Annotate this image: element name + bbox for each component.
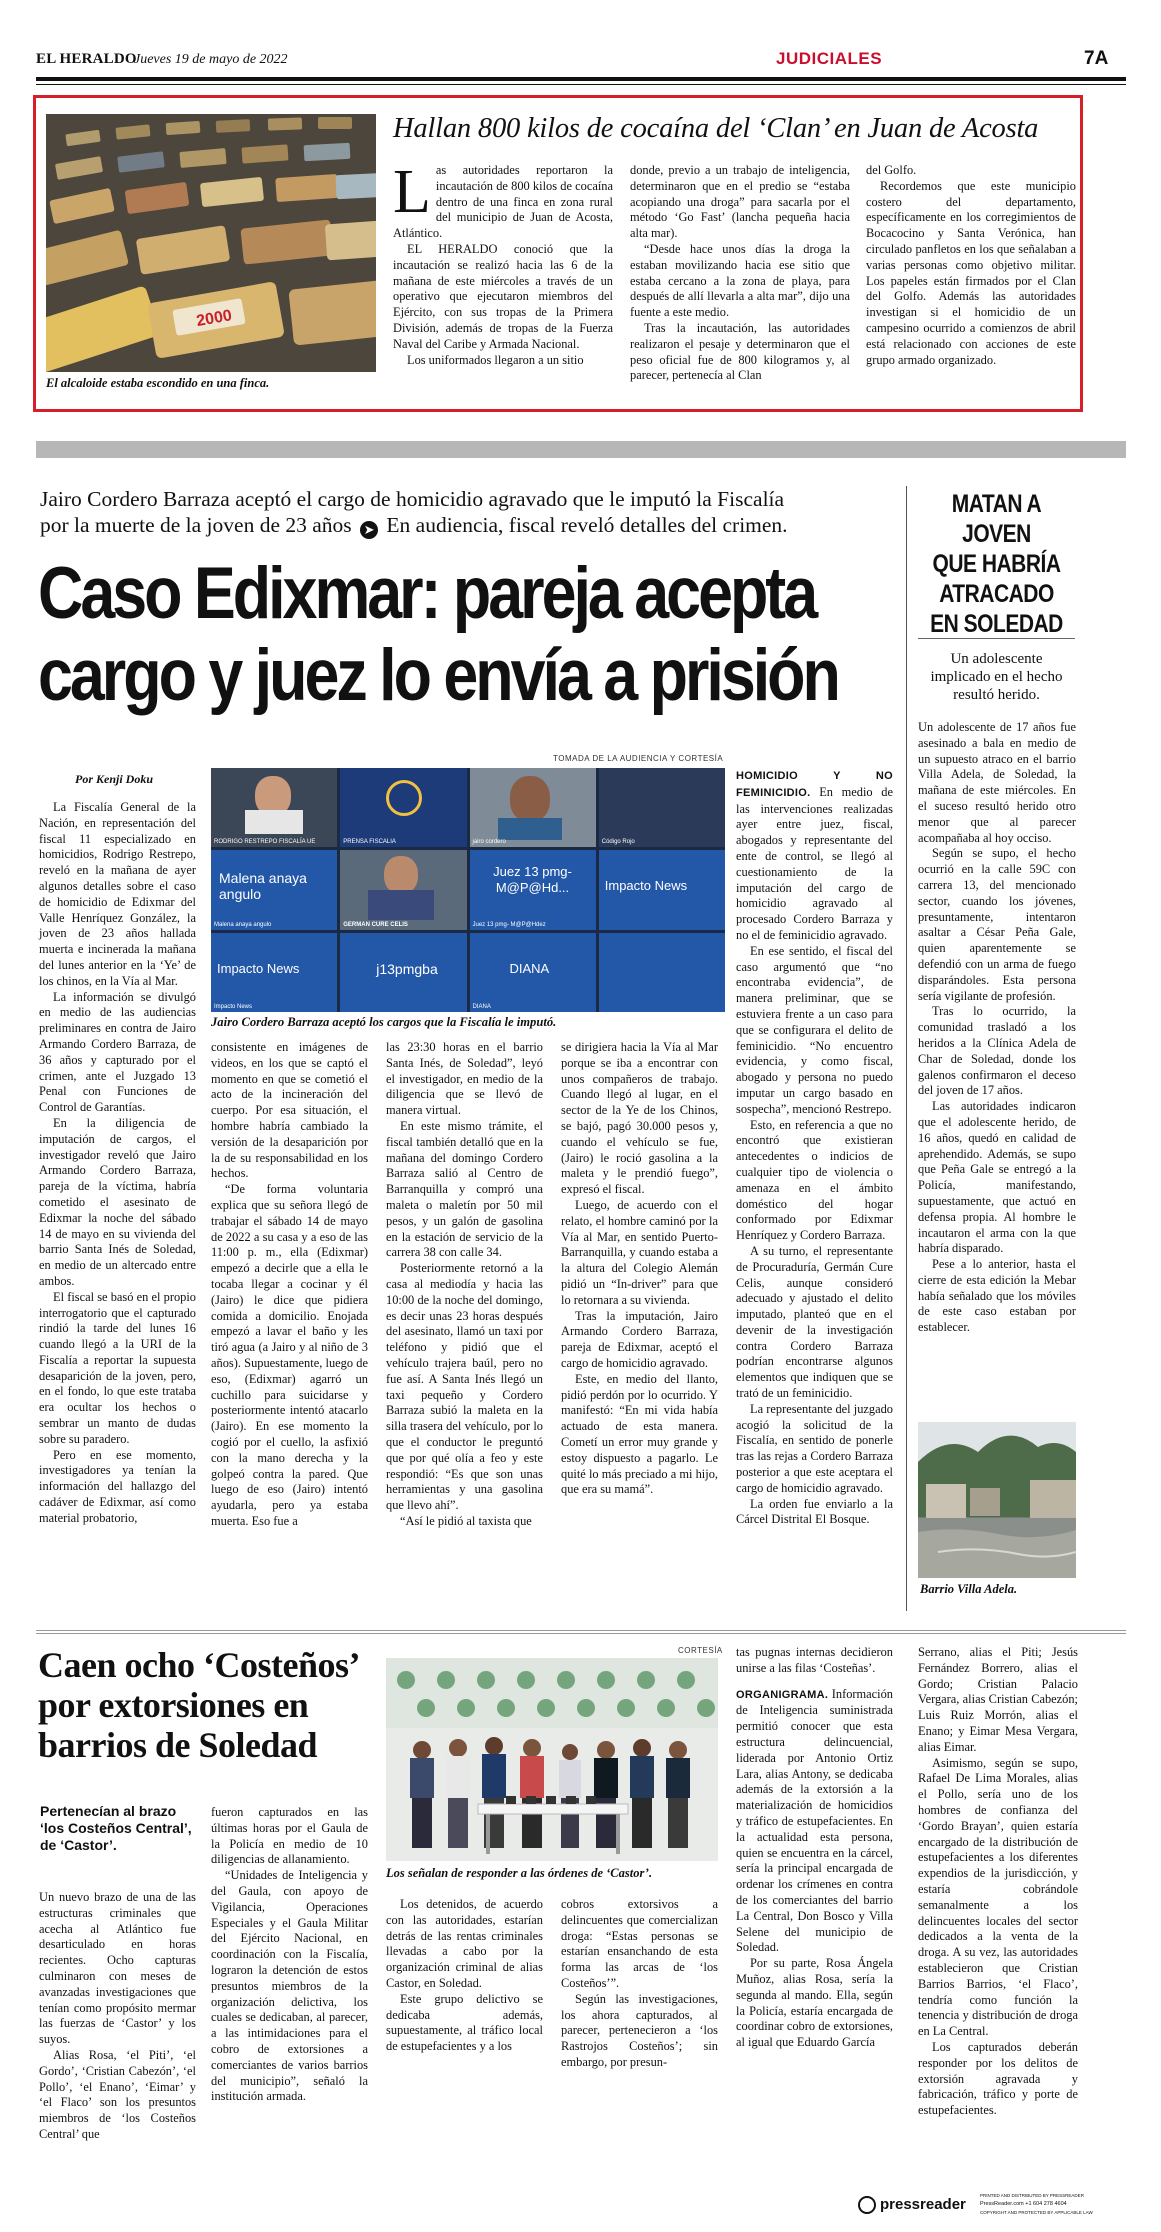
story3-col6	[918, 1645, 1078, 2119]
video-tile	[340, 850, 466, 929]
story2-c3-p3: Posteriormente retornó a la casa al mediodía y hacia las 10:00 de la noche del domingo, es decir unas 23 horas después del asesinato, llamó un taxi por teléfono y pidió que el vehículo trajera baúl, pero no fue así. A Santa Inés llegó un taxi pequeño y Cordero Barraza subió la maleta en la silla trasera del vehículo, por lo que el conductor le preguntó que por qué olía a feo y este respondió: “Es que son unas herramientas y una gasolina que llevo ahí”.	[386, 1261, 543, 1513]
story3-col2	[211, 1805, 368, 2105]
sidebar-p3: Tras lo ocurrido, la comunidad trasladó a los heridos a la Clínica Adela de Char de Soledad, donde los galenos confirmaron el deceso del joven de 17 años.	[918, 1004, 1076, 1098]
story1-col1	[393, 158, 613, 368]
cocaine-photo	[46, 114, 376, 372]
sidebar-p1: Un adolescente de 17 años fue asesinado a bala en medio de un supuesto atraco en el barrio Villa Adela, de Soledad, la mañana de este miércoles. En el suceso resultó herido otro menor que al parecer acompañaba al hoy occiso.	[918, 720, 1076, 845]
tile-label: Impacto News	[604, 878, 688, 894]
video-tile	[599, 933, 725, 1012]
cocaine-bricks-illustration	[46, 114, 376, 372]
story2-c3-p4: “Así le pidió al taxista que	[400, 1513, 532, 1528]
story3-col3	[386, 1897, 543, 2055]
video-tile	[470, 768, 596, 847]
tile-label: Juez 13 pmg- M@P@Hd...	[493, 864, 572, 896]
story1-c2-p3: Tras la incautación, las autoridades realizaron el pesaje y determinaron que el peso oficial fue de 800 kilogramos y, al parecer, pertenecía al Clan	[630, 320, 850, 383]
captured-suspects-photo	[386, 1658, 718, 1861]
story1-dropcap: L	[393, 158, 431, 226]
sidebar-caption: Barrio Villa Adela.	[920, 1582, 1018, 1596]
tile-sub: PRENSA FISCALIA	[343, 839, 396, 846]
sidebar-p2: Según se supo, el hecho ocurrió en la calle 59C con carrera 13, del mencionado sector, cuando los jóvenes, presuntamente, intentaron asaltar a César Peña Gale, quien aparentemente se defendió con un arma de fuego disparándoles. Esta persona sería vigilante de profesión.	[918, 846, 1076, 1003]
story3-c4-p2: Según las investigaciones, los ahora capturados, al parecer, pertenecieron a ‘los Rastrojos Costeños’; sin embargo, por presun-	[561, 1991, 718, 2069]
tile-sub: Malena anaya angulo	[214, 921, 272, 928]
story2-c2-p2: “De forma voluntaria explica que su señora llegó de trabajar el sábado 14 de mayo de 2022 a su casa y a eso de las 11:00 p. m., ella (Edixmar) empezó a decirle que a ella le tocaba llegar a cocinar y él (Jairo) le dice que pidiera comida a domicilio. Enojada empezó a lavar el baño y les tiró agua (a Jairo y al niño de 3 años). Supuestamente, luego de eso, (Edixmar) agarró un cuchillo para suicidarse y posteriormente intentó atacarlo (Jairo). En ese momento la cogió por el cuello, la asfixió con la mano derecha y la golpeó contra la pared. Que luego de eso (Jairo) intentó ayudarla, pero ya estaba muerta. Eso fue a	[211, 1182, 368, 1528]
story3-c6-p2: Asimismo, según se supo, Rafael De Lima Morales, alias el Pollo, sería uno de los hombres de confianza del ‘Gordo Brayan’, quien estaría encargado de la distribución de estupefacientes a los diferentes expendios de la jurisdicción, y estaría cobrándole semanalmente a los delincuentes locales del sector dedicados a la venta de la droga. A su vez, las autoridades establecieron que Cristian Barrios Barrios, ‘el Flaco’, tendría como función la tenencia y distribución de droga en La Central.	[918, 1755, 1078, 2039]
lower-section-rule2	[36, 1633, 1126, 1634]
video-tile	[340, 768, 466, 847]
story2-c2-p1: consistente en imágenes de videos, en los que se captó el momento en que se cometió el acto de la incineración del cuerpo. Por esa situación, el hombre habría cambiado la versión de la desaparición por la de su responsabilidad en los hechos.	[211, 1040, 368, 1181]
villa-adela-photo	[918, 1422, 1076, 1578]
tile-sub: jairo cordero	[472, 839, 506, 846]
story3-headline-line1: Caen ocho ‘Costeños’	[38, 1645, 360, 1685]
story1-col3	[866, 163, 1076, 368]
story2-c4-p3: Tras la imputación, Jairo Armando Cordero Barraza, pareja de Edixmar, aceptó el cargo de homicidio agravado.	[561, 1308, 718, 1370]
story2-c5-p3: Esto, en referencia a que no encontró que existieran antecedentes o indicios de cualquier tipo de violencia o amenaza en el ámbito doméstico del hogar conformado por Edixmar Henríquez y Cordero Barraza.	[736, 1117, 893, 1243]
story3-c4-p1: cobros extorsivos a delincuentes que comercializan droga: “Estas personas se estarían ensanchando de esta forma las arcas de ‘los Costeños’”.	[561, 1897, 718, 1990]
sidebar-p4: Las autoridades indicaron que el adolescente herido, de 16 años, quedó en calidad de aprehendido. Además, se supo que Peña Gale se entregó a la Policía, manifestando, supuestamente, que actuó en defensa propia. Al hombre le incautaron el arma con la que habría disparado.	[918, 1099, 1076, 1256]
story2-kicker: HOMICIDIO Y NO FEMINICIDIO.	[736, 770, 893, 799]
story3-c6-p1: Serrano, alias el Piti; Jesús Fernández Borrero, alias el Gordo; Cristian Palacio Vergara, alias Cristian Cabezón; Luis Ruiz Morrón, alias el Enano; y Eimar Mesa Vergara, alias Eimar.	[918, 1645, 1078, 1754]
story3-kicker: ORGANIGRAMA.	[736, 1688, 829, 1701]
story2-c5-p5: La representante del juzgado acogió la solicitud de la Fiscalía, en sentido de ponerle tras las rejas a Cordero Barraza posterior a que este aceptara el cargo de homicidio agravado.	[736, 1401, 893, 1495]
story2-col1	[39, 800, 196, 1527]
story3-c1-p1: Un nuevo brazo de una de las estructuras criminales que acecha al Atlántico fue desarticulado en horas recientes. Ocho capturas culminaron con meses de avanzadas investigaciones que tenían como propósito mermar las fuerzas de ‘Castor’ y los suyos.	[39, 1890, 196, 2047]
story2-deck-line1: Jairo Cordero Barraza aceptó el cargo de homicidio agravado que le imputó la Fiscalía	[40, 487, 785, 511]
sidebar-headline	[914, 489, 1079, 639]
sidebar-headline-line3: ATRACADO	[939, 580, 1054, 608]
story1-c3-p1: del Golfo.	[866, 163, 917, 177]
story3-headline-line3: barrios de Soledad	[38, 1725, 318, 1765]
story1-col2	[630, 163, 850, 384]
story2-c1-p4: El fiscal se basó en el propio interrogatorio que el capturado rindió la tarde del lunes 16 cuando llegó a la URI de la Fiscalía a reportar la supuesta desaparición de la joven, pero, en el fondo, lo que este trataba era ocultar los hechos o sembrar un manto de dudas sobre su paradero.	[39, 1289, 196, 1446]
story3-c6-p3: Los capturados deberán responder por los delitos de extorsión agravada y fabricación, tráfico y porte de estupefacientes.	[918, 2039, 1078, 2118]
arrow-right-icon: ➤	[360, 521, 378, 539]
svg-text:2000: 2000	[195, 307, 234, 331]
story2-photo-credit: TOMADA DE LA AUDIENCIA Y CORTESÍA	[553, 754, 724, 763]
video-tile	[599, 768, 725, 847]
story2-c5-p6: La orden fue enviarlo a la Cárcel Distrital El Bosque.	[736, 1496, 893, 1527]
story1-c1-p3: Los uniformados llegaron a un sitio	[407, 352, 584, 367]
street-flood-illustration	[918, 1422, 1076, 1578]
story1-c1-p2: EL HERALDO conoció que la incautación se realizó hacia las 6 de la mañana de este miércoles a través de un operativo que ejecutaron miembros del Ejército, con sus tropas de la Primera División, además de tropas de la Fuerza Naval del Caribe y Armada Nacional.	[393, 241, 613, 351]
story2-deck-line2: por la muerte de la joven de 23 años	[40, 513, 352, 537]
page-number: 7A	[1084, 48, 1109, 69]
audience-screenshot	[211, 768, 725, 1012]
video-tile	[599, 850, 725, 929]
story3-c2-p1: fueron capturados en las últimas horas por el Gaula de la Policía en medio de 10 diligencias de allanamiento.	[211, 1805, 368, 1867]
story2-c3-p1: las 23:30 horas en el barrio Santa Inés, de Soledad”, leyó el investigador, en medio de la diligencia que se llevó de manera virtual.	[386, 1040, 543, 1118]
sidebar-rule	[918, 638, 1075, 639]
story1-c2-p2: “Desde hace unos días la droga la estaban movilizando hacia ese sitio que estaba cercano a la zona de playa, para después de allí llevarla a alta mar”, dijo una fuente a este medio.	[630, 241, 850, 320]
story3-col5	[736, 1645, 893, 2051]
suspects-lineup-illustration	[386, 1658, 718, 1861]
story2-c1-p3: En la diligencia de imputación de cargos, el investigador reveló que Jairo Armando Cordero Barraza, pareja de la víctima, habría cometido el asesinato de Edixmar la noche del sábado 14 de mayo en su vivienda del barrio Santa Inés de Soledad, en medio de un altercado entre ambos.	[39, 1115, 196, 1288]
video-tile	[470, 850, 596, 929]
video-tile	[211, 768, 337, 847]
video-tile	[340, 933, 466, 1012]
tile-sub: RODRIGO RESTREPO FISCALÍA UE	[214, 839, 316, 846]
tile-sub: Código Rojo	[601, 839, 635, 846]
sidebar-headline-line2: QUE HABRÍA	[932, 550, 1061, 578]
story3-col4	[561, 1897, 718, 2071]
story2-c1-p2: La información se divulgó en medio de las audiencias preliminares en contra de Jairo Armando Cordero Barraza, de 36 años y capturado por el crimen, ante el Juzgado 13 Penal con Funciones de Control de Garantías.	[39, 989, 196, 1115]
story3-headline	[38, 1645, 378, 1765]
video-tile	[211, 933, 337, 1012]
story2-c4-p2: Luego, de acuerdo con el relato, el hombre caminó por la Vía al Mar, en sentido Puerto-Barranquilla, y cuando estaba a la altura del Colegio Alemán pidió un “In-driver” para que lo retornara a su vivienda.	[561, 1197, 718, 1307]
tile-label: Malena anaya angulo	[219, 870, 307, 903]
section-name: JUDICIALES	[776, 49, 883, 68]
story3-photo-credit: CORTESÍA	[678, 1646, 723, 1655]
story2-c1-p1: La Fiscalía General de la Nación, en representación del fiscal 11 especializado en homicidios, Rodrigo Restrepo, reveló en la mañana de ayer algunos detalles sobre el caso de homicidio de Edixmar del Valle Henríquez González, la joven de 23 años hallada muerta e incinerada la mañana del lunes anterior en la ‘Ye’ de los chinos, en la Vía al Mar.	[39, 800, 196, 988]
story1-c2-p1: donde, previo a un trabajo de inteligencia, determinaron que en el predio se “estaba acopiando una droga” para sacarla por el método ‘Go Fast’ (lancha pequeña hacia alta mar).	[630, 163, 850, 241]
pressreader-logo-icon	[858, 2196, 876, 2214]
story1-caption: El alcaloide estaba escondido en una finca.	[46, 376, 270, 390]
pressreader-footer	[858, 2193, 1093, 2219]
tile-label: DIANA	[509, 960, 550, 976]
story3-caption: Los señalan de responder a las órdenes de ‘Castor’.	[386, 1866, 653, 1880]
story2-headline-line1: Caso Edixmar: pareja acepta	[38, 553, 816, 634]
story2-deck	[40, 486, 900, 539]
story3-subhead: Pertenecían al brazo ‘los Costeños Central’, de ‘Castor’.	[40, 1803, 192, 1853]
story3-col1	[39, 1890, 196, 2143]
edition-date: Jueves 19 de mayo de 2022	[134, 52, 288, 67]
story1-title: Hallan 800 kilos de cocaína del ‘Clan’ en Juan de Acosta	[393, 113, 1039, 144]
story1-c3-p2: Recordemos que este municipio costero del departamento, específicamente en los corregimientos de Bocacocino y Santa Verónica, han circulado panfletos en los que señalaban a varias personas como objetivo militar. Los papeles están firmados por el Clan del Golfo. Además las autoridades investigan si el homicidio de un campesino ocurrido a comienzos de abril está relacionado con acciones de este grupo armado organizado.	[866, 178, 1076, 367]
footer-small3: COPYRIGHT AND PROTECTED BY APPLICABLE LAW	[980, 2210, 1093, 2215]
masthead-rule-thick	[36, 77, 1126, 81]
story1-c1-p1: as autoridades reportaron la incautación de 800 kilos de cocaína dentro de una finca en zona rural del municipio de Juan de Acosta, Atlántico.	[393, 163, 613, 241]
video-tile	[470, 933, 596, 1012]
story2-caption: Jairo Cordero Barraza aceptó los cargos que la Fiscalía le imputó.	[211, 1015, 557, 1029]
sidebar-body	[918, 720, 1076, 1336]
story3-headline-line2: por extorsiones en	[38, 1685, 309, 1725]
story2-col4	[561, 1040, 718, 1498]
tile-sub: GERMAN CURE CELIS	[343, 921, 408, 928]
story2-col3	[386, 1040, 543, 1530]
story2-col2	[211, 1040, 368, 1530]
story2-c4-p4: Este, en medio del llanto, pidió perdón por lo ocurrido. Y manifestó: “En mi vida había actuado de esta manera. Cometí un error muy grande y estoy dispuesto a pagarlo. Le quité lo más preciado a mi hijo, que era su mamá”.	[561, 1371, 718, 1497]
story2-c5-p4: A su turno, el representante de Procuraduría, Germán Cure Celis, aunque consideró adecuado y ajustado el delito imputado, planteó que en el devenir de la investigación contra Cordero Barraza podrían encontrarse algunos elementos que indiquen que se trató de un feminicidio.	[736, 1243, 893, 1401]
footer-small1: PRINTED AND DISTRIBUTED BY PRESSREADER	[980, 2193, 1084, 2198]
story3-c1-p2: Alias Rosa, ‘el Piti’, ‘el Gordo’, ‘Cristian Cabezón’, ‘el Pollo’, ‘el Enano’, ‘Eimar’ y ‘el Flaco’ son los presuntos miembros de ‘los Costeños Central’ que	[39, 2047, 196, 2141]
story3-c2-p2: “Unidades de Inteligencia y del Gaula, con apoyo de Vigilancia, Operaciones Especiales y el Gaula Militar del Ejército Nacional, en coordinación con la Fiscalía, lograron la detención de estos presuntos miembros de la organización delictiva, los cuales se dedicaban, al parecer, a las intimidaciones para el cobro de extorsiones a comerciantes de varios barrios del municipio”, señaló la institución armada.	[211, 1868, 368, 2104]
story3-c5-p2: Por su parte, Rosa Ángela Muñoz, alias Rosa, sería la segunda al mando. Ella, según la Policía, estaría encargada de coordinar cobro de extorsiones, al igual que Eduardo García	[736, 1956, 893, 2050]
story2-deck-line3: En audiencia, fiscal reveló detalles del crimen.	[386, 513, 788, 537]
story2-col5	[736, 768, 893, 1528]
story3-c5-top: tas pugnas internas decidieron unirse a las filas ‘Costeñas’.	[736, 1645, 893, 1675]
lower-section-rule	[36, 1630, 1126, 1631]
paper-name: EL HERALDO	[36, 51, 137, 67]
tile-sub: Juez 13 pmg- M@P@Hdez	[472, 921, 546, 928]
tile-sub: DIANA	[472, 1004, 491, 1010]
story2-headline-line2: cargo y juez lo envía a prisión	[38, 635, 838, 716]
story2-c1-p5: Pero en ese momento, investigadores ya tenían la información del hallazgo del cadáver de Edixmar, así como material probatorio,	[39, 1447, 196, 1525]
section-divider-band	[36, 441, 1126, 458]
tile-label: Impacto News	[217, 960, 300, 976]
masthead	[36, 47, 1126, 77]
sidebar-headline-line4: EN SOLEDAD	[930, 610, 1063, 638]
story2-c5-p1: En medio de las intervenciones realizadas ayer entre juez, fiscal, abogados y representante del ente de control, se llegó al cuestionamiento de la imputación del cargo de homicidio agravado al procesado Cordero Barraza y no el de feminicidio agravado.	[736, 784, 893, 942]
sidebar-separator	[906, 486, 907, 1611]
tile-label: j13pmgba	[376, 960, 438, 977]
tile-sub: Impacto News	[214, 1004, 253, 1010]
sidebar-headline-line1: MATAN A JOVEN	[951, 490, 1042, 548]
story2-headline	[38, 553, 908, 717]
pressreader-brand: pressreader	[880, 2196, 966, 2213]
story3-c3-p2: Este grupo delictivo se dedicaba además, supuestamente, al tráfico local de estupefacientes y a los	[386, 1991, 543, 2054]
story3-c3-p1: Los detenidos, de acuerdo con las autoridades, estarían detrás de las rentas criminales llevadas a cabo por la organización criminal de alias Castor, en Soledad.	[386, 1897, 543, 1990]
story2-c4-p1: se dirigiera hacia la Vía al Mar porque se iba a encontrar con unos compañeros de trabajo. Cuando llegó al lugar, en el sector de la Ye de los Chinos, se bajó, pagó 30.000 pesos y, cuando el vehículo se fue, (Jairo) le roció gasolina a la maleta y le prendió fuego”, expresó el fiscal.	[561, 1040, 718, 1197]
sidebar-deck: Un adolescente implicado en el hecho resultó herido.	[930, 651, 1063, 703]
story3-c5-p1: Información de Inteligencia suministrada permitió conocer que esta estructura delincuencial, liderada por Antonio Ortiz Lara, alias Antony, se dedicaba además de la extorsión a la materialización de homicidios y tráfico de estupefacientes. En la actualidad esta persona, quien se encuentra en la cárcel, sería la principal encargada de ordenar los crímenes en contra de los comerciantes del barrio La Central, Don Bosco y Villa Selene del municipio de Soledad.	[736, 1686, 893, 1955]
sidebar-p5: Pese a lo anterior, hasta el cierre de esta edición la Mebar había señalado que los móviles de este caso estaban por establecer.	[918, 1257, 1076, 1335]
story2-c3-p2: En este mismo trámite, el fiscal también detalló que en la mañana del domingo Cordero Barraza salió al Centro de Barranquilla y compró una maleta o maletín por 50 mil pesos, y un galón de gasolina en la estación de servicio de la carrera 38 con calle 34.	[386, 1118, 543, 1260]
story2-c5-p2: En ese sentido, el fiscal del caso argumentó que “no encontraba evidencia”, de manera preliminar, que se estuviera frente a un caso para que se configurara el delito de feminicidio. “No encuentro evidencia, y como fiscal, abogado y persona no puedo imputar un cargo basado en sospecha”, mencionó Restrepo.	[736, 943, 893, 1116]
video-tile	[211, 850, 337, 929]
footer-small2: PressReader.com +1 604 278 4604	[980, 2201, 1067, 2207]
masthead-rule-thin	[36, 84, 1126, 85]
story2-byline: Por Kenji Doku	[75, 772, 154, 786]
